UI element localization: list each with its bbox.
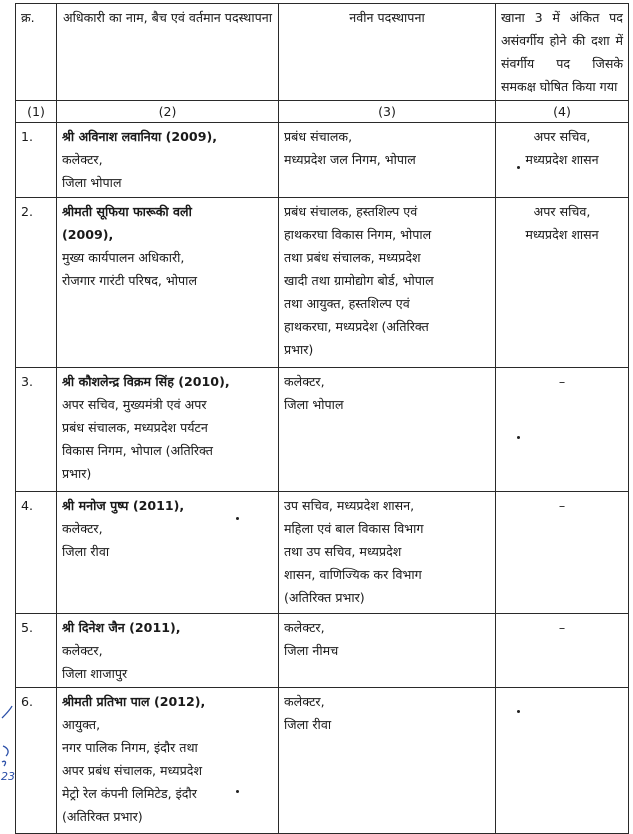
serial-number: 6. — [16, 688, 57, 834]
table-row — [16, 368, 629, 492]
new-posting-line: हाथकरघा, मध्यप्रदेश (अतिरिक्त — [284, 319, 429, 334]
new-posting-line: शासन, वाणिज्यिक कर विभाग — [284, 567, 422, 582]
new-posting-line: कलेक्टर, — [284, 374, 325, 389]
new-posting-cell — [279, 198, 496, 368]
new-posting-line: जिला रीवा — [284, 717, 332, 732]
table-row — [16, 688, 629, 834]
current-posting-line: अपर सचिव, मुख्यमंत्री एवं अपर — [62, 397, 207, 412]
serial-number: 1. — [16, 123, 57, 198]
posting-order-table — [15, 3, 629, 834]
current-posting-line: प्रबंध संचालक, मध्यप्रदेश पर्यटन — [62, 420, 208, 435]
header-equivalent-post: खाना 3 में अंकित पद असंवर्गीय होने की दशा में संवर्गीय पद जिसके समकक्ष घोषित किया गया — [496, 4, 629, 101]
officer-name: श्री मनोज पुष्प (2011), — [62, 498, 185, 513]
officer-cell — [57, 368, 279, 492]
equivalent-post-line: अपर सचिव, — [533, 129, 591, 144]
new-posting-line: खादी तथा ग्रामोद्योग बोर्ड, भोपाल — [284, 273, 434, 288]
new-posting-line: तथा उप सचिव, मध्यप्रदेश — [284, 544, 402, 559]
current-posting-line: विकास निगम, भोपाल (अतिरिक्त — [62, 443, 213, 458]
equivalent-post-cell — [496, 492, 629, 614]
equivalent-post-dash: – — [558, 374, 566, 389]
new-posting-cell — [279, 492, 496, 614]
new-posting-line: जिला भोपाल — [284, 397, 344, 412]
current-posting-line: जिला शाजापुर — [62, 666, 128, 681]
equivalent-post-cell — [496, 368, 629, 492]
header-serial: क्र. — [16, 4, 57, 101]
current-posting-line: अपर प्रबंध संचालक, मध्यप्रदेश — [62, 763, 203, 778]
officer-cell — [57, 614, 279, 688]
table-row — [16, 492, 629, 614]
new-posting-line: प्रभार) — [284, 342, 314, 357]
new-posting-cell — [279, 688, 496, 834]
handwritten-margin-mark — [0, 700, 14, 770]
table-row — [16, 614, 629, 688]
column-number: (2) — [57, 101, 279, 123]
officer-name: श्री दिनेश जैन (2011), — [62, 620, 181, 635]
new-posting-line: उप सचिव, मध्यप्रदेश शासन, — [284, 498, 415, 513]
column-number-row — [16, 101, 629, 123]
new-posting-cell — [279, 614, 496, 688]
equivalent-post-line: मध्यप्रदेश शासन — [525, 152, 599, 167]
new-posting-line: जिला नीमच — [284, 643, 339, 658]
header-row — [16, 4, 629, 101]
equivalent-post-line: अपर सचिव, — [533, 204, 591, 219]
serial-number: 3. — [16, 368, 57, 492]
margin-note: 23 — [1, 770, 15, 783]
column-number: (3) — [279, 101, 496, 123]
officer-cell — [57, 198, 279, 368]
current-posting-line: जिला रीवा — [62, 544, 110, 559]
current-posting-line: नगर पालिक निगम, इंदौर तथा — [62, 740, 198, 755]
new-posting-line: कलेक्टर, — [284, 620, 325, 635]
scan-speck — [517, 166, 520, 169]
officer-cell — [57, 688, 279, 834]
officer-name: श्री अविनाश लवानिया (2009), — [62, 129, 217, 144]
new-posting-cell — [279, 123, 496, 198]
equivalent-post-dash: – — [558, 498, 566, 513]
equivalent-post-cell — [496, 123, 629, 198]
new-posting-line: महिला एवं बाल विकास विभाग — [284, 521, 424, 536]
equivalent-post-cell — [496, 614, 629, 688]
current-posting-line: जिला भोपाल — [62, 175, 122, 190]
officer-name: श्रीमती प्रतिभा पाल (2012), — [62, 694, 206, 709]
officer-cell — [57, 492, 279, 614]
table-row — [16, 123, 629, 198]
serial-number: 4. — [16, 492, 57, 614]
equivalent-post-cell — [496, 688, 629, 834]
column-number: (4) — [496, 101, 629, 123]
current-posting-line: कलेक्टर, — [62, 643, 103, 658]
equivalent-post-dash: – — [558, 620, 566, 635]
scan-speck — [236, 790, 239, 793]
column-number: (1) — [16, 101, 57, 123]
officer-cell — [57, 123, 279, 198]
current-posting-line: रोजगार गारंटी परिषद, भोपाल — [62, 273, 197, 288]
current-posting-line: कलेक्टर, — [62, 152, 103, 167]
header-officer: अधिकारी का नाम, बैच एवं वर्तमान पदस्थापना — [57, 4, 279, 101]
current-posting-line: आयुक्त, — [62, 717, 101, 732]
scan-speck — [517, 710, 520, 713]
scan-speck — [236, 517, 239, 520]
serial-number: 2. — [16, 198, 57, 368]
new-posting-line: हाथकरघा विकास निगम, भोपाल — [284, 227, 432, 242]
scan-speck — [517, 436, 520, 439]
serial-number: 5. — [16, 614, 57, 688]
current-posting-line: (अतिरिक्त प्रभार) — [62, 809, 143, 824]
new-posting-line: प्रबंध संचालक, हस्तशिल्प एवं — [284, 204, 418, 219]
current-posting-line: कलेक्टर, — [62, 521, 103, 536]
officer-name: (2009), — [62, 227, 114, 242]
current-posting-line: मेट्रो रेल कंपनी लिमिटेड, इंदौर — [62, 786, 197, 801]
equivalent-post-line: मध्यप्रदेश शासन — [525, 227, 599, 242]
table-row — [16, 198, 629, 368]
new-posting-cell — [279, 368, 496, 492]
new-posting-line: तथा प्रबंध संचालक, मध्यप्रदेश — [284, 250, 421, 265]
new-posting-line: कलेक्टर, — [284, 694, 325, 709]
current-posting-line: मुख्य कार्यपालन अधिकारी, — [62, 250, 185, 265]
officer-name: श्री कौशलेन्द्र विक्रम सिंह (2010), — [62, 374, 230, 389]
new-posting-line: (अतिरिक्त प्रभार) — [284, 590, 365, 605]
equivalent-post-cell — [496, 198, 629, 368]
new-posting-line: तथा आयुक्त, हस्तशिल्प एवं — [284, 296, 410, 311]
current-posting-line: प्रभार) — [62, 466, 92, 481]
new-posting-line: मध्यप्रदेश जल निगम, भोपाल — [284, 152, 416, 167]
header-new-posting: नवीन पदस्थापना — [279, 4, 496, 101]
officer-name: श्रीमती सूफिया फारूकी वली — [62, 204, 192, 219]
new-posting-line: प्रबंध संचालक, — [284, 129, 353, 144]
